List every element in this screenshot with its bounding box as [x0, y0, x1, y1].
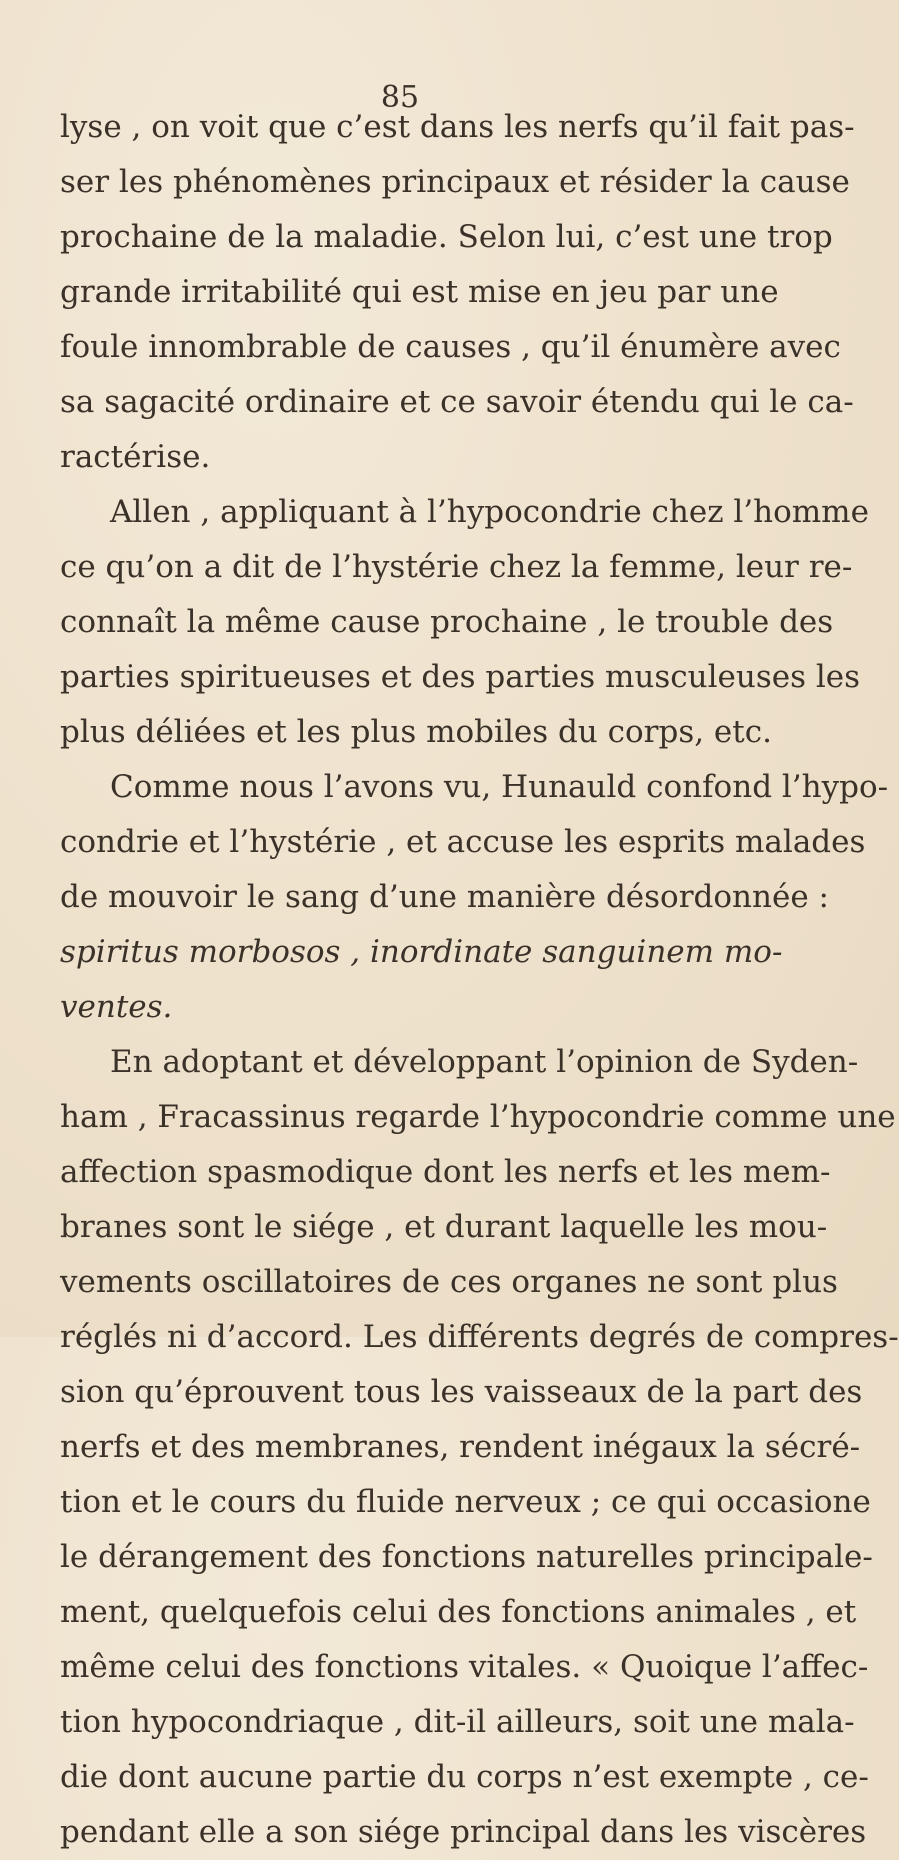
text-line: ment, quelquefois celui des fonctions animales , et — [60, 1594, 857, 1630]
text-line: ventes. — [60, 989, 173, 1025]
text-line: même celui des fonctions vitales. « Quoique l’affec- — [60, 1649, 869, 1685]
text-line: parties spiritueuses et des parties musculeuses les — [60, 659, 861, 695]
body-text — [60, 100, 899, 1860]
text-line: lyse , on voit que c’est dans les nerfs qu’il fait pas- — [60, 109, 855, 145]
text-line: plus déliées et les plus mobiles du corps, etc. — [60, 714, 772, 750]
text-line: grande irritabilité qui est mise en jeu par une — [60, 274, 779, 310]
text-line: die dont aucune partie du corps n’est exempte , ce- — [60, 1759, 869, 1795]
text-line: spiritus morbosos , inordinate sanguinem mo- — [60, 934, 783, 970]
text-line: ser les phénomènes principaux et résider la cause — [60, 164, 850, 200]
text-line: tion et le cours du fluide nerveux ; ce qui occasione — [60, 1484, 871, 1520]
text-line: ham , Fracassinus regarde l’hypocondrie comme une — [60, 1099, 896, 1135]
text-line: condrie et l’hystérie , et accuse les esprits malades — [60, 824, 866, 860]
text-line: le dérangement des fonctions naturelles principale- — [60, 1539, 873, 1575]
text-line: nerfs et des membranes, rendent inégaux la sécré- — [60, 1429, 861, 1465]
text-line: sa sagacité ordinaire et ce savoir étendu qui le ca- — [60, 384, 854, 420]
text-line: affection spasmodique dont les nerfs et les mem- — [60, 1154, 831, 1190]
text-line: de mouvoir le sang d’une manière désordonnée : — [60, 879, 829, 915]
text-line: vements oscillatoires de ces organes ne sont plus — [60, 1264, 838, 1300]
text-line: connaît la même cause prochaine , le trouble des — [60, 604, 834, 640]
text-line: Allen , appliquant à l’hypocondrie chez l’homme — [110, 494, 869, 530]
text-line: En adoptant et développant l’opinion de Syden- — [110, 1044, 859, 1080]
text-line: sion qu’éprouvent tous les vaisseaux de la part des — [60, 1374, 863, 1410]
text-line: foule innombrable de causes , qu’il énumère avec — [60, 329, 841, 365]
page-number: 85 — [380, 80, 420, 115]
text-line: réglés ni d’accord. Les différents degrés de compres- — [60, 1319, 899, 1355]
text-line: tion hypocondriaque , dit-il ailleurs, soit une mala- — [60, 1704, 855, 1740]
text-line: branes sont le siége , et durant laquelle les mou- — [60, 1209, 828, 1245]
text-line: ractérise. — [60, 439, 211, 475]
text-line: ce qu’on a dit de l’hystérie chez la femme, leur re- — [60, 549, 853, 585]
text-line: pendant elle a son siége principal dans les viscères — [60, 1814, 867, 1850]
text-line: prochaine de la maladie. Selon lui, c’est une trop — [60, 219, 833, 255]
text-line: Comme nous l’avons vu, Hunauld confond l’hypo- — [110, 769, 889, 805]
